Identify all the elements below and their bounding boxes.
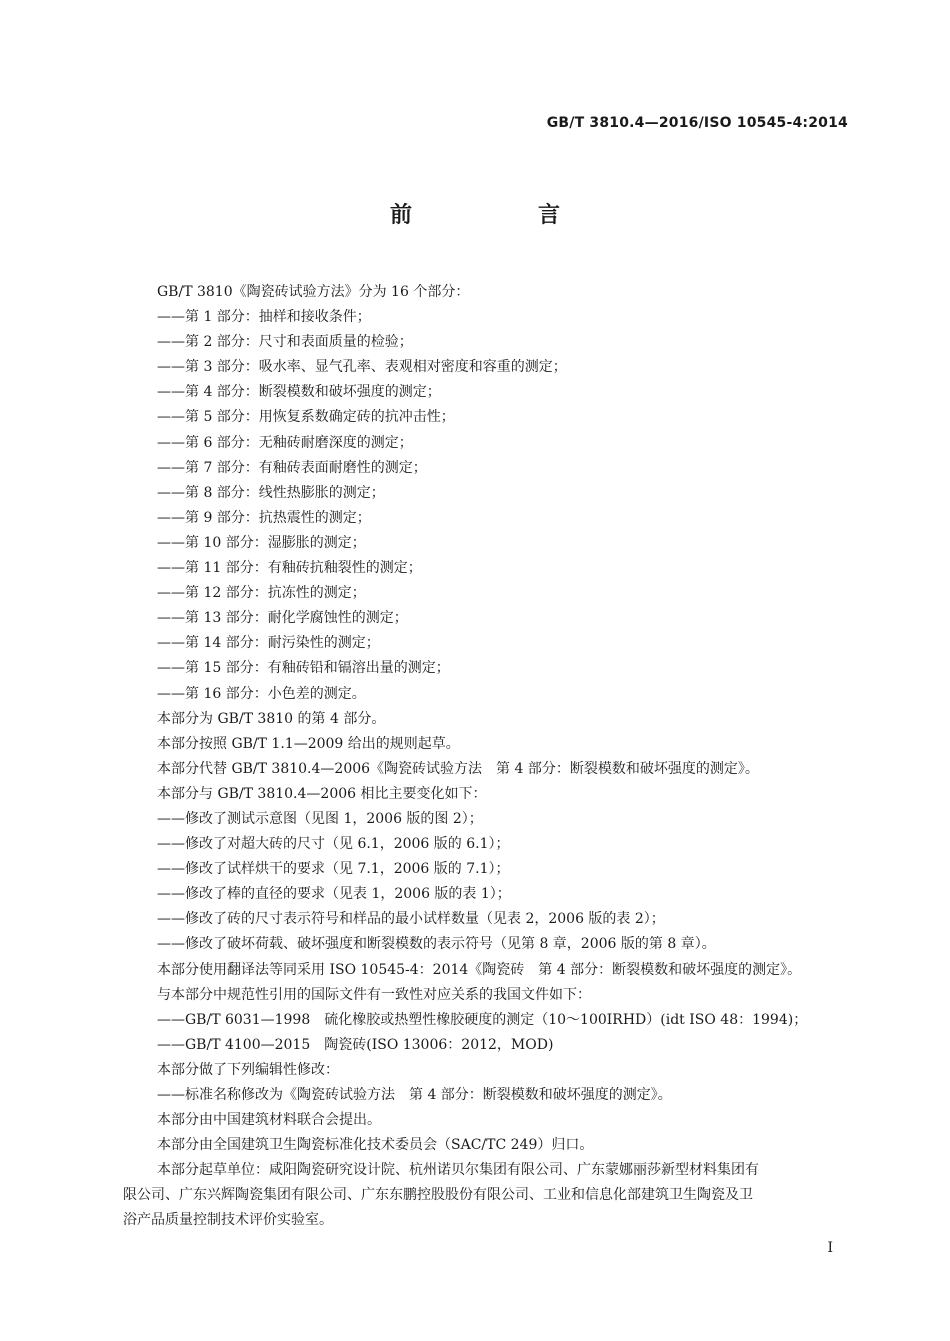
list-item: ——第 10 部分：湿膨胀的测定； <box>157 534 366 551</box>
list-item: ——第 3 部分：吸水率、显气孔率、表观相对密度和容重的测定； <box>157 359 567 376</box>
list-item: ——修改了破坏荷载、破坏强度和断裂模数的表示符号（见第 8 章，2006 版的第 8 章）。 <box>157 936 716 953</box>
paragraph-line: 与本部分中规范性引用的国际文件有一致性对应关系的我国文件如下： <box>157 986 591 1003</box>
paragraph-line: 本部分代替 GB/T 3810.4—2006《陶瓷砖试验方法 第 4 部分：断裂模数和破坏强度的测定》。 <box>157 760 759 777</box>
list-item: ——修改了测试示意图（见图 1，2006 版的图 2）； <box>157 810 483 827</box>
list-item: ——标准名称修改为《陶瓷砖试验方法 第 4 部分：断裂模数和破坏强度的测定》。 <box>157 1087 672 1103</box>
list-item: ——第 14 部分：耐污染性的测定； <box>157 635 380 652</box>
list-item: ——第 5 部分：用恢复系数确定砖的抗冲击性； <box>157 409 455 426</box>
list-item: ——第 16 部分：小色差的测定。 <box>157 685 366 702</box>
page-title: 前 言 <box>389 203 612 228</box>
paragraph-line: 本部分为 GB/T 3810 的第 4 部分。 <box>157 710 386 727</box>
paragraph-line: 本部分起草单位：咸阳陶瓷研究设计院、杭州诺贝尔集团有限公司、广东蒙娜丽莎新型材料集团有 <box>157 1162 759 1179</box>
list-item: ——GB/T 4100—2015 陶瓷砖(ISO 13006：2012，MOD) <box>157 1036 554 1053</box>
list-item: ——第 9 部分：抗热震性的测定； <box>157 509 371 526</box>
page-number: I <box>827 1240 833 1256</box>
paragraph-line: 限公司、广东兴辉陶瓷集团有限公司、广东东鹏控股股份有限公司、工业和信息化部建筑卫生陶瓷及卫 <box>123 1187 753 1204</box>
list-item: ——第 4 部分：断裂模数和破坏强度的测定； <box>157 384 441 401</box>
list-item: ——第 2 部分：尺寸和表面质量的检验； <box>157 334 413 351</box>
list-item: ——修改了砖的尺寸表示符号和样品的最小试样数量（见表 2，2006 版的表 2）； <box>157 911 665 928</box>
paragraph-line: 本部分由中国建筑材料联合会提出。 <box>157 1112 381 1129</box>
list-item: ——第 13 部分：耐化学腐蚀性的测定； <box>157 610 408 627</box>
standard-number-header: GB/T 3810.4—2016/ISO 10545-4:2014 <box>546 115 848 131</box>
list-item: ——修改了棒的直径的要求（见表 1，2006 版的表 1）； <box>157 886 511 903</box>
paragraph-line: 本部分使用翻译法等同采用 ISO 10545-4：2014《陶瓷砖 第 4 部分：断裂模数和破坏强度的测定》。 <box>157 961 802 978</box>
paragraph-line: 本部分按照 GB/T 1.1—2009 给出的规则起草。 <box>157 735 460 752</box>
paragraph-line: GB/T 3810《陶瓷砖试验方法》分为 16 个部分： <box>157 284 470 300</box>
list-item: ——修改了对超大砖的尺寸（见 6.1，2006 版的 6.1）； <box>157 836 510 853</box>
list-item: ——第 15 部分：有釉砖铅和镉溶出量的测定； <box>157 660 450 677</box>
list-item: ——第 7 部分：有釉砖表面耐磨性的测定； <box>157 459 427 476</box>
list-item: ——第 6 部分：无釉砖耐磨深度的测定； <box>157 434 413 451</box>
paragraph-line: 浴产品质量控制技术评价实验室。 <box>123 1212 333 1229</box>
list-item: ——第 1 部分：抽样和接收条件； <box>157 309 371 326</box>
paragraph-line: 本部分做了下列编辑性修改： <box>157 1061 339 1078</box>
list-item: ——第 11 部分：有釉砖抗釉裂性的测定； <box>157 560 422 577</box>
list-item: ——GB/T 6031—1998 硫化橡胶或热塑性橡胶硬度的测定（10～100IRHD）(idt ISO 48：1994)； <box>157 1011 808 1028</box>
paragraph-line: 本部分与 GB/T 3810.4—2006 相比主要变化如下： <box>157 785 487 802</box>
list-item: ——修改了试样烘干的要求（见 7.1，2006 版的 7.1）； <box>157 861 510 878</box>
foreword-body <box>123 280 857 1234</box>
list-item: ——第 8 部分：线性热膨胀的测定； <box>157 484 385 501</box>
paragraph-line: 本部分由全国建筑卫生陶瓷标准化技术委员会（SAC/TC 249）归口。 <box>157 1137 594 1154</box>
list-item: ——第 12 部分：抗冻性的测定； <box>157 585 366 602</box>
